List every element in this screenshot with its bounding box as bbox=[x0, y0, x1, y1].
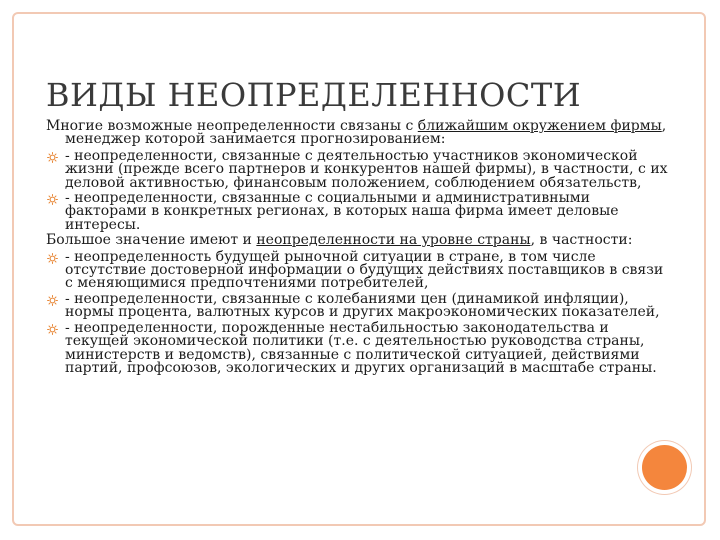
list-item bbox=[46, 147, 668, 191]
list-item-text: - неопределенность будущей рыночной ситуации в стране, в том числе отсутствие достоверной информации о будущих действиях поставщиков в связи с меняющимися предпочтениями потребителей, bbox=[65, 248, 664, 292]
list-item-text: - неопределенности, порожденные нестабильностью законодательства и текущей экономической политики (т.е. с деятельностью руководства страны, министерств и ведомств), связанные с политической ситуацией, действиями партий, профсоюзов, экологических и других организаций в масштабе страны. bbox=[65, 319, 657, 376]
intro-text: Многие возможные неопределенности связаны с bbox=[46, 118, 418, 134]
list-item bbox=[46, 319, 668, 376]
sun-bullet-icon bbox=[47, 253, 58, 264]
sun-bullet-icon bbox=[47, 152, 58, 163]
intro-text-end: , менеджер которой занимается прогнозированием: bbox=[65, 118, 667, 148]
country-paragraph bbox=[46, 234, 668, 247]
sun-bullet-icon bbox=[47, 324, 58, 335]
list-item-text: - неопределенности, связанные с социальными и административными факторами в конкретных регионах, в которых наша фирма имеет деловые интересы. bbox=[65, 190, 619, 233]
orange-circle-decoration bbox=[642, 445, 687, 490]
list-item-text: - неопределенности, связанные с деятельностью участников экономической жизни (прежде всего партнеров и конкурентов нашей фирмы), в частности, с их деловой активностью, финансовым положением, соблюдением обязательств, bbox=[65, 147, 668, 191]
intro-underlined-term: ближайшим окружением фирмы bbox=[417, 118, 662, 134]
country-text-end: , в частности: bbox=[530, 232, 633, 249]
list-item bbox=[46, 192, 668, 232]
sun-bullet-icon bbox=[47, 295, 58, 306]
intro-paragraph bbox=[46, 120, 668, 147]
list-item bbox=[46, 248, 668, 292]
list-item-text: - неопределенности, связанные с колебаниями цен (динамикой инфляции), нормы процента, валютных курсов и других макроэкономических показателей, bbox=[65, 290, 660, 321]
sun-bullet-icon bbox=[47, 194, 58, 205]
slide-title: ВИДЫ НЕОПРЕДЕЛЕННОСТИ bbox=[46, 76, 582, 114]
country-underlined-term: неопределенности на уровне страны bbox=[256, 232, 531, 249]
slide-body bbox=[46, 120, 668, 377]
list-item bbox=[46, 290, 668, 321]
country-text: Большое значение имеют и bbox=[46, 232, 257, 249]
